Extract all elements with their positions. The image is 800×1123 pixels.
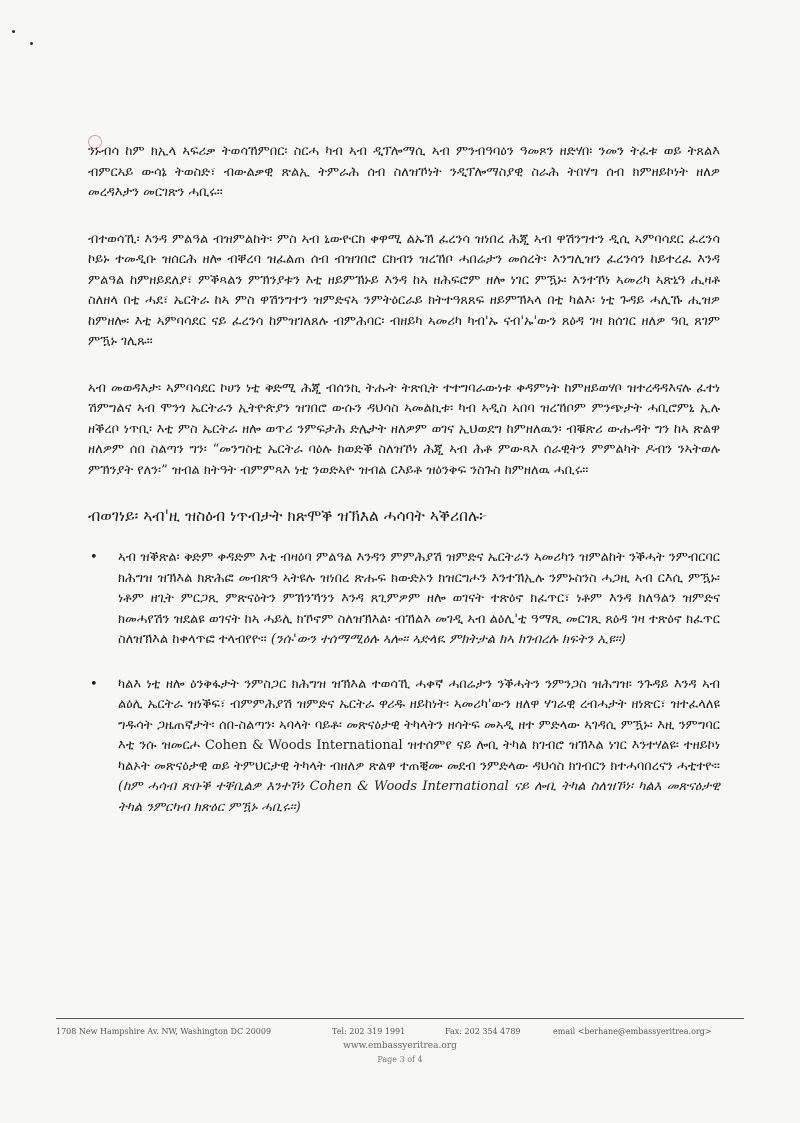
bullet-text: ካልእ ነቲ ዘሎ ዕንቅፋታት ንምስጋር ክሕግዝ ዝኽእል ተወሳኺ ሓቀኛ ሓበሬታን ንቕሓትን ንምንጋስ ዝሕግዝ፡ ንጉዳይ እንዳ ኣብ ልዕሊ ኤርትራ ዝነቕፍ፣ ብምምሕያሽ ዝምድና ኤርትራ ዋሪዱ ዘይከነት፡ ኣመሪካ'ውን ዘለዋ ሃገራዊ ረብሓታት ዘነጽር፣ ዝተፈላለዩ ግዱሳት ጋዜጠኛታት፡ ሰበ-ስልጣን፡ ኣባላት ባይቶ፡ መጽናዕታዊ ትካላትን ዘሳትፍ መኣዲ ዘተ ምድላው ኣገዳሲ ምዃኑ፡ እዚ ንምግባር እቲ ንሱ ዝመርሖ Cohen & Woods International ዝተሰምየ ናይ ሎቢ ትካል ክገብሮ ዝኽእል ነገር እንተሃልዩ፡ ተዘይኮነ ካልኦት መጽናዕታዊ ወይ ትምህርታዊ ትካላት ብዘለዎ ጽልዋ ተጠቒሙ መደብ ንምድላው ዳህሳስ ክገብርን ክተሓባበረናን ሓቲተዮ። bbox=[118, 676, 720, 774]
bullet-icon: • bbox=[90, 550, 98, 565]
bullet-text: ኣብ ዝቕጽል፡ ቅድም ቀዳድም እቲ ብዛዕባ ምልዓል እንዳን ምምሕያሽ ዝምድና ኤርትራን ኣመሪካን ዝምልከት ንቕሓት ንምብርባር ክሕግዝ ዝኽእል ክጽሕፎ መብጽዓ ኣትዩሉ ዝነበረ ጽሑፍ ክውድኦን ክዝርግሖን እንተኽኢሉ ንምኑስንስ ሓጋዚ ኣብ ርእሲ ምዃኑ፡ ነቶም ዘጊት ምርጋጺ ምጽናዕትን ምኽንኻንን እንዳ ጸጊምዎም ዘሎ ወገናት ተጽዕኖ ክፈጥር፣ ነቶም እንዳ ክለዓልን ዝምድና ክመሓየሽን ዝደልዩ ወገናት ከኣ ሓይሊ ክኾኖም ስለዝኽእል፡ ብኸልእ መገዲ ኣብ ልዕሊ'ቲ ዓማጺ መርገጺ ጸዕዳ ገዛ ተጽዕኖ ክፈጥር ስለዝኽእል ከቀላጥፎ ተላብየዮ። bbox=[118, 550, 720, 647]
paragraph-2: ብተወሳኺ፡ እንዳ ምልዓል ብዝምልከት፡ ምስ ኣብ ኒውዮርክ ቀዋሚ ልኡኽ ፈረንሳ ዝነበረ ሕጂ ኣብ ዋሽንግተን ዲሲ ኣምባሳደር ፈረንሳ ኮይኑ ተመዲቡ ዝሰርሕ ዘሎ ብቐረባ ዝፈልጠ ሰብ ብዝገበሮ ርክብን ዝረኸቦ ሓበሬታን መሰረት፡ እንግሊዝን ፈረንሳን ከይተረፈ እንዳ ምልዓል ከምዘይደለያ፣ ምቕጻልን ምኽንያቱን እቲ ዘይምኽኑይ እንዳ ከኣ ዘሕፍሮም ዘሎ ነገር ምዃኑ፡ እንተኾነ ኣመሪካ ኣጽኒዓ ሒዛቶ ስለዘላ በቲ ሓደ፣ ኤርትራ ከኣ ምስ ዋሽንግተን ዝምድናኣ ንምትዕርራይ ክትተዓጸጸፍ ዘይምኽኣላ በቲ ካልእ፡ ነቲ ጉዳይ ሓሊኹ ሒዝዎ ከምዘሎ፡ እቲ ኣምባሳደር ናይ ፈረንሳ ከምዝገለጸሉ ብምሕባር፡ ብዘይካ ኣመሪካ ካብ'ኡ ናብ'ኡ'ውን ጸዕዳ ገዛ ክሰገር ዘለዎ ዓቢ ጸገም ምዃኑ ገሊጹ። bbox=[88, 231, 720, 349]
section-heading: ብወገነይ፡ ኣብ'ዚ ዝስዕብ ነጥብታት ክጽሞቕ ዝኽእል ሓሳባት ኣቕሪበሉ፦ bbox=[88, 507, 488, 525]
document-body bbox=[88, 142, 720, 842]
footer-address: 1708 New Hampshire Av. NW, Washington DC 20009 bbox=[56, 1027, 272, 1036]
bullet-item-1 bbox=[90, 548, 720, 651]
bullet-icon: • bbox=[90, 676, 98, 692]
paragraph-3: ኣብ መወዳእታ፡ ኣምባሳደር ኮሀን ነቲ ቅድሚ ሕጂ ብሰንኪ ትሑት ትጽቢት ተተግባራውነቱ ቀዳምነት ከምዘይወሃቦ ዝተረዳዳእናሉ ፈተነ ሽምግልና ኣብ ሞንጎ ኤርትራን ኢትዮጵያን ዝገበሮ ውሱን ዳህሳስ ኣመልኪቱ፡ ካብ ኣዲስ ኣበባ ዝረኸቦም ምንጭታት ሓቢሮምኒ ኢሉ ዘቕረቦ ነጥቢ፡ እቲ ምስ ኤርትራ ዘሎ ወጥሪ ንምፍታሕ ድሌታት ዘለዎም ወገና ኢህወደግ ከምዘለዉን፡ ብቑጽሪ ውሑዳት ግን ከኣ ጽልዋ ዘለዎም ሰበ ስልጣን ግን፡ “መንግስቲ ኤርትራ ባዕሉ ክወድቕ ስለዝኾነ ሕጂ ኣብ ሕቶ ምውጻእ ሰራዊትን ምምልካት ዶብን ንኣትወሉ ምኽንያት የለን፡” ዝብል ክትዓት ብምምጻእ ነቲ ንወድኣዮ ዝብል ርእይቶ ዝዕንቅፍ ንስጉስ ከምዘለዉ ሓቢሩ። bbox=[88, 380, 720, 478]
footer-page-number: Page 3 of 4 bbox=[377, 1055, 423, 1064]
bullet-note: (ንሱ'ውን ተሰማሚዕሉ ኣሎ። ኣድላዪ ምክትታል ክኣ ክገብረሉ ክፍትን ኢዩ።) bbox=[270, 632, 626, 647]
paragraph-1: ንኑብሳ ከም ክኢላ ኣፍሪቃ ትወሳኸምበር፡ ስርሓ ካብ ኣብ ዲፕሎማሲ ኣብ ምንብዓባዕን ዓመጾን ዘድሃበ፡ ንመን ትፈቱ ወይ ትጸልእ ብምርኣይ ውሳኔ ትወስድ፣ ብውልቃዊ ጽልኢ ትምራሕ ሰብ ስለዝኾነት ንዲፕሎማስያዊ ስራሕ ትበሃግ ሰብ ክምዘይኮነት ዘለዎ መረዳእታን መርገጽን ሓቢሩ። bbox=[88, 144, 720, 200]
footer-email: email <berhane@embassyeritrea.org> bbox=[553, 1027, 712, 1036]
footer-website: www.embassyeritrea.org bbox=[343, 1041, 457, 1051]
bullet-list bbox=[88, 548, 720, 818]
footer-divider bbox=[56, 1018, 744, 1019]
footer-fax: Fax: 202 354 4789 bbox=[445, 1027, 521, 1036]
bullet-note: (ከም ሓሳብ ጽቡቕ ተቐቢልዎ እንተኾነ Cohen & Woods International ናይ ሎቢ ትካል ስለዝኾነ፡ ካልእ መጽናዕታዊ ትካል ንምርካብ ክጽዕር ምዃኑ ሓቢሩ።) bbox=[118, 779, 720, 815]
footer-tel: Tel: 202 319 1991 bbox=[332, 1027, 406, 1036]
bullet-item-2 bbox=[90, 675, 720, 819]
